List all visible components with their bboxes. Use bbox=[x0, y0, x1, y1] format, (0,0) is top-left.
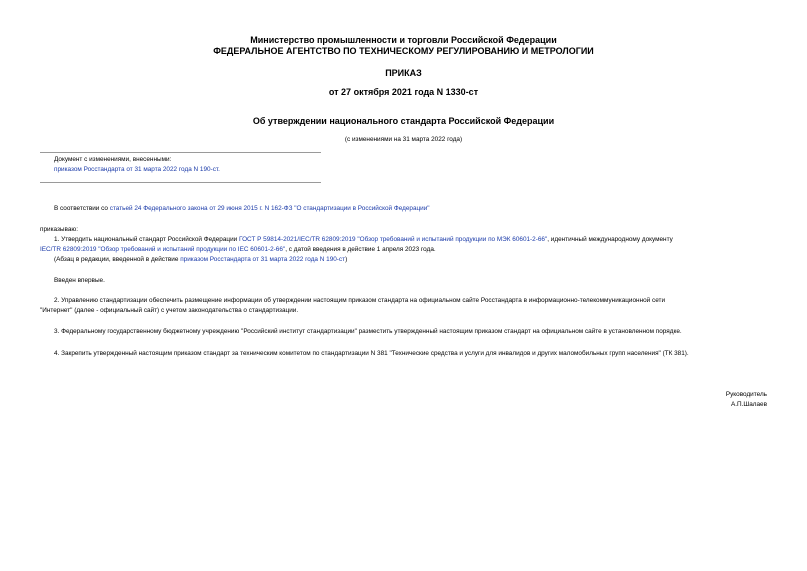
item3-text: 3. Федеральному государственному бюджетному учреждению "Российский институт стандартизации" разместить утвержденный настоящим приказом стандарт на официальном сайте в установленном порядке. bbox=[54, 328, 682, 335]
amendment-top-rule bbox=[40, 152, 321, 153]
amendment-label: Документ с изменениями, внесенными: bbox=[54, 156, 172, 163]
item2-line1: 2. Управлению стандартизации обеспечить размещение информации об утверждении настоящим приказом стандарта на официальном сайте Росстандарта в информационно-телекоммуникационной сети bbox=[54, 297, 666, 304]
item2-line2: "Интернет" (далее - официальный сайт) с учетом законодательства о стандартизации. bbox=[40, 307, 299, 314]
signature-position: Руководитель bbox=[725, 391, 767, 398]
item1-suffix: , с датой введения в действие 1 апреля 2023 года. bbox=[285, 246, 436, 253]
gost-link[interactable]: ГОСТ Р 59814-2021/IEC/TR 62809:2019 "Обзор требований и испытаний продукции по МЭК 60601-2-66" bbox=[238, 236, 548, 243]
edit-suffix: ) bbox=[345, 256, 348, 263]
item4-text: 4. Закрепить утвержденный настоящим приказом стандарт за техническим комитетом по стандартизации N 381 "Технические средства и услуги для инвалидов и других маломобильных групп населения" (ТК 381). bbox=[54, 350, 689, 357]
amendment-bottom-rule bbox=[40, 182, 321, 183]
item1-line1 bbox=[54, 236, 673, 243]
doc-title: Об утверждении национального стандарта Российской Федерации bbox=[252, 116, 555, 126]
doc-date-number: от 27 октября 2021 года N 1330-ст bbox=[328, 87, 479, 97]
item1-prefix: 1. Утвердить национальный стандарт Российской Федерации bbox=[54, 236, 239, 243]
ministry-title: Министерство промышленности и торговли Российской Федерации bbox=[250, 35, 557, 45]
revision-note: (с изменениями на 31 марта 2022 года) bbox=[344, 136, 463, 143]
order-word: приказываю: bbox=[40, 226, 78, 233]
introduced-note: Введен впервые. bbox=[54, 277, 105, 284]
iec-link[interactable]: IEC/TR 62809:2019 "Обзор требований и испытаний продукции по IEC 60601-2-66" bbox=[40, 246, 286, 253]
doc-type: ПРИКАЗ bbox=[385, 68, 422, 78]
item1-edit-note bbox=[54, 256, 347, 263]
item1-mid: , идентичный международному документу bbox=[547, 236, 673, 243]
preamble-line bbox=[54, 205, 430, 212]
edit-prefix: (Абзац в редакции, введенной в действие bbox=[54, 256, 181, 263]
amendment-link[interactable]: приказом Росстандарта от 31 марта 2022 года N 190-ст. bbox=[54, 166, 220, 173]
item1-line2 bbox=[40, 246, 436, 253]
law-link[interactable]: статьей 24 Федерального закона от 29 июня 2015 г. N 162-ФЗ "О стандартизации в Российской Федерации" bbox=[109, 205, 430, 212]
preamble-prefix: В соответствии со bbox=[54, 205, 110, 212]
agency-title: ФЕДЕРАЛЬНОЕ АГЕНТСТВО ПО ТЕХНИЧЕСКОМУ РЕГУЛИРОВАНИЮ И МЕТРОЛОГИИ bbox=[213, 46, 594, 56]
signature-name: А.П.Шалаев bbox=[730, 401, 767, 408]
edit-link[interactable]: приказом Росстандарта от 31 марта 2022 года N 190-ст bbox=[180, 256, 346, 263]
